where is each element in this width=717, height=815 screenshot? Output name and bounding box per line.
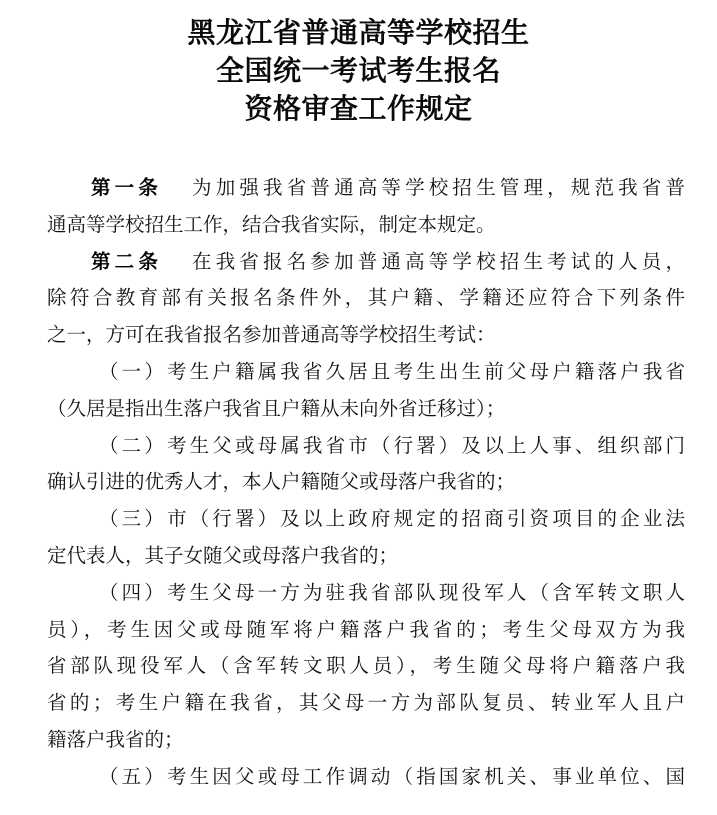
item-4-line-3: 省部队现役军人（含军转文职人员），考生随父母将户籍落户我 bbox=[47, 654, 685, 678]
item-4 bbox=[47, 575, 685, 759]
document-body bbox=[47, 170, 685, 796]
article-2-line-1 bbox=[47, 244, 685, 281]
article-1-text-1: 为加强我省普通高等学校招生管理，规范我省普 bbox=[192, 176, 685, 199]
article-2-text-1: 在我省报名参加普通高等学校招生考试的人员， bbox=[192, 249, 685, 273]
item-5 bbox=[47, 759, 685, 796]
title-line-3: 资格审查工作规定 bbox=[244, 92, 473, 125]
item-2-line-1: （二）考生父或母属我省市（行署）及以上人事、组织部门 bbox=[99, 433, 685, 457]
item-4-line-5: 籍落户我省的； bbox=[47, 727, 184, 751]
article-1-line-1 bbox=[47, 170, 685, 207]
article-2 bbox=[47, 244, 685, 354]
article-2-label: 第二条 bbox=[91, 249, 163, 273]
item-1-line-2: （久居是指出生落户我省且户籍从未向外省迁移过）； bbox=[47, 396, 506, 420]
item-3-line-2: 定代表人，其子女随父或母落户我省的； bbox=[47, 543, 399, 567]
item-4-line-2: 员），考生因父或母随军将户籍落户我省的；考生父母双方为我 bbox=[47, 617, 685, 641]
article-2-line-3: 之一，方可在我省报名参加普通高等学校招生考试： bbox=[47, 323, 496, 347]
title-line-2: 全国统一考试考生报名 bbox=[215, 54, 501, 87]
article-1-label: 第一条 bbox=[91, 176, 163, 199]
item-1 bbox=[47, 354, 685, 428]
document-title bbox=[0, 14, 717, 128]
item-2-line-2: 确认引进的优秀人才，本人户籍随父或母落户我省的； bbox=[47, 470, 516, 494]
item-4-line-1: （四）考生父母一方为驻我省部队现役军人（含军转文职人 bbox=[99, 580, 685, 604]
item-5-line-1: （五）考生因父或母工作调动（指国家机关、事业单位、国 bbox=[99, 764, 685, 788]
item-1-line-1: （一）考生户籍属我省久居且考生出生前父母户籍落户我省 bbox=[99, 359, 685, 383]
article-2-line-2: 除符合教育部有关报名条件外，其户籍、学籍还应符合下列条件 bbox=[47, 286, 685, 310]
title-line-1: 黑龙江省普通高等学校招生 bbox=[187, 16, 530, 49]
item-3-line-1: （三）市（行署）及以上政府规定的招商引资项目的企业法 bbox=[99, 507, 685, 531]
article-1-line-2: 通高等学校招生工作，结合我省实际，制定本规定。 bbox=[47, 212, 496, 236]
item-4-line-4: 省的；考生户籍在我省，其父母一方为部队复员、转业军人且户 bbox=[47, 691, 685, 715]
article-1 bbox=[47, 170, 685, 244]
item-2 bbox=[47, 428, 685, 502]
item-3 bbox=[47, 501, 685, 575]
